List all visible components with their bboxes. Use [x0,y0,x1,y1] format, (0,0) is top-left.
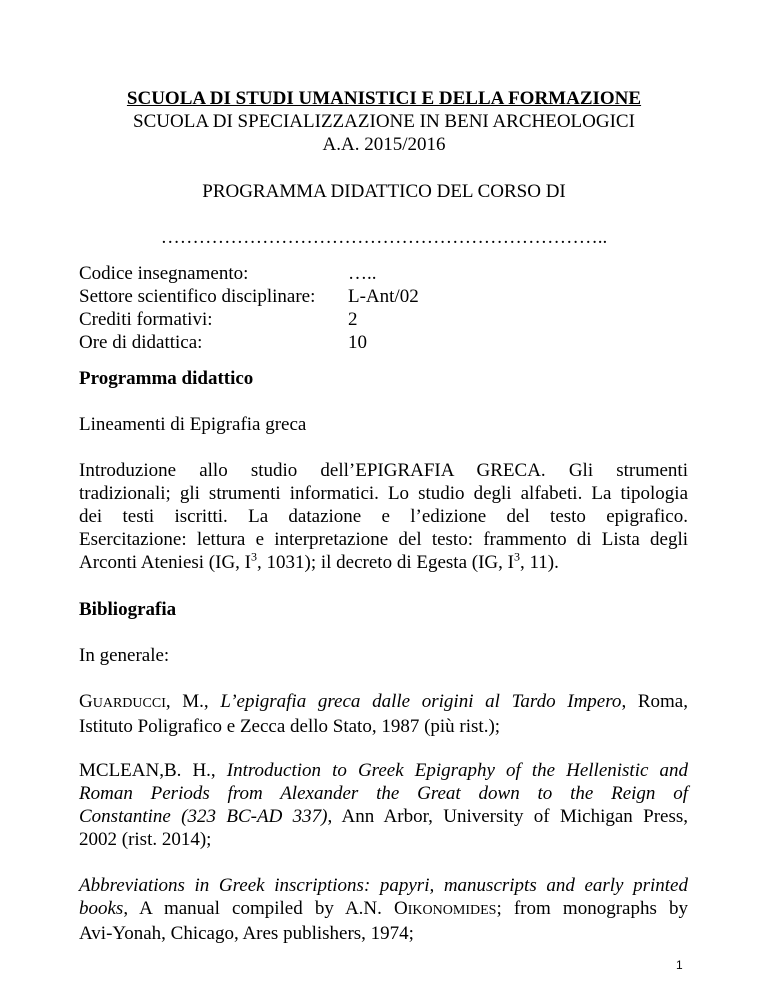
programma-subtitle: Lineamenti di Epigrafia greca [79,414,307,435]
bibliografia-intro: In generale: [79,645,170,666]
reference-line: books, A manual compiled by A.N. OIKONOMIDES; from monographs by [79,898,688,919]
info-value: 10 [348,332,367,353]
reference-line: GUARDUCCI, M., L’epigrafia greca dalle origini al Tardo Impero, Roma, [79,691,688,712]
info-row-code [79,262,419,285]
reference-line: Roman Periods from Alexander the Great down to the Reign of [79,783,688,804]
info-value: 2 [348,309,358,330]
info-row-sector [79,285,419,308]
info-row-hours [79,331,419,354]
reference-line: Istituto Poligrafico e Zecca dello Stato, 1987 (più rist.); [79,716,501,737]
academic-year: A.A. 2015/2016 [322,134,446,155]
reference-line: MCLEAN,B. H., Introduction to Greek Epigraphy of the Hellenistic and [79,760,688,781]
programma-heading: Programma didattico [79,368,254,389]
course-name-placeholder: …………………………………………………………….. [160,227,608,248]
bibliografia-heading: Bibliografia [79,599,177,620]
course-title: PROGRAMMA DIDATTICO DEL CORSO DI [202,181,566,202]
paragraph-line: Arconti Ateniesi (IG, $I^3$, 1031); il decreto di Egesta (IG, $I^3$, 11). [79,549,559,573]
school-title: SCUOLA DI STUDI UMANISTICI E DELLA FORMAZIONE [126,88,642,109]
reference-line: Abbreviations in Greek inscriptions: papyri, manuscripts and early printed [79,875,688,896]
info-label: Settore scientifico disciplinare: [79,286,316,307]
info-label: Codice insegnamento: [79,263,249,284]
paragraph-line: Introduzione allo studio dell’EPIGRAFIA GRECA. Gli strumenti [79,460,688,481]
info-row-credits [79,308,419,331]
reference-line: 2002 (rist. 2014); [79,829,212,850]
info-value: L-Ant/02 [348,286,419,307]
reference-mclean [79,759,688,851]
paragraph-line: dei testi iscritti. La datazione e l’edizione del testo epigrafico. [79,506,688,527]
specialization-title: SCUOLA DI SPECIALIZZAZIONE IN BENI ARCHEOLOGICI [133,111,635,132]
info-label: Ore di didattica: [79,332,203,353]
info-label: Crediti formativi: [79,309,213,330]
reference-line: Constantine (323 BC-AD 337), Ann Arbor, University of Michigan Press, [79,806,688,827]
info-value: ….. [348,263,377,284]
reference-abbreviations [79,874,688,945]
page-number: 1 [676,958,683,972]
paragraph-line: Esercitazione: lettura e interpretazione del testo: frammento di Lista degli [79,529,688,550]
reference-guarducci [79,690,688,738]
paragraph-line: tradizionali; gli strumenti informatici. Lo studio degli alfabeti. La tipologia [79,483,688,504]
reference-line: Avi-Yonah, Chicago, Ares publishers, 1974; [79,923,414,944]
programma-description [79,459,688,574]
course-info-table [79,262,419,354]
